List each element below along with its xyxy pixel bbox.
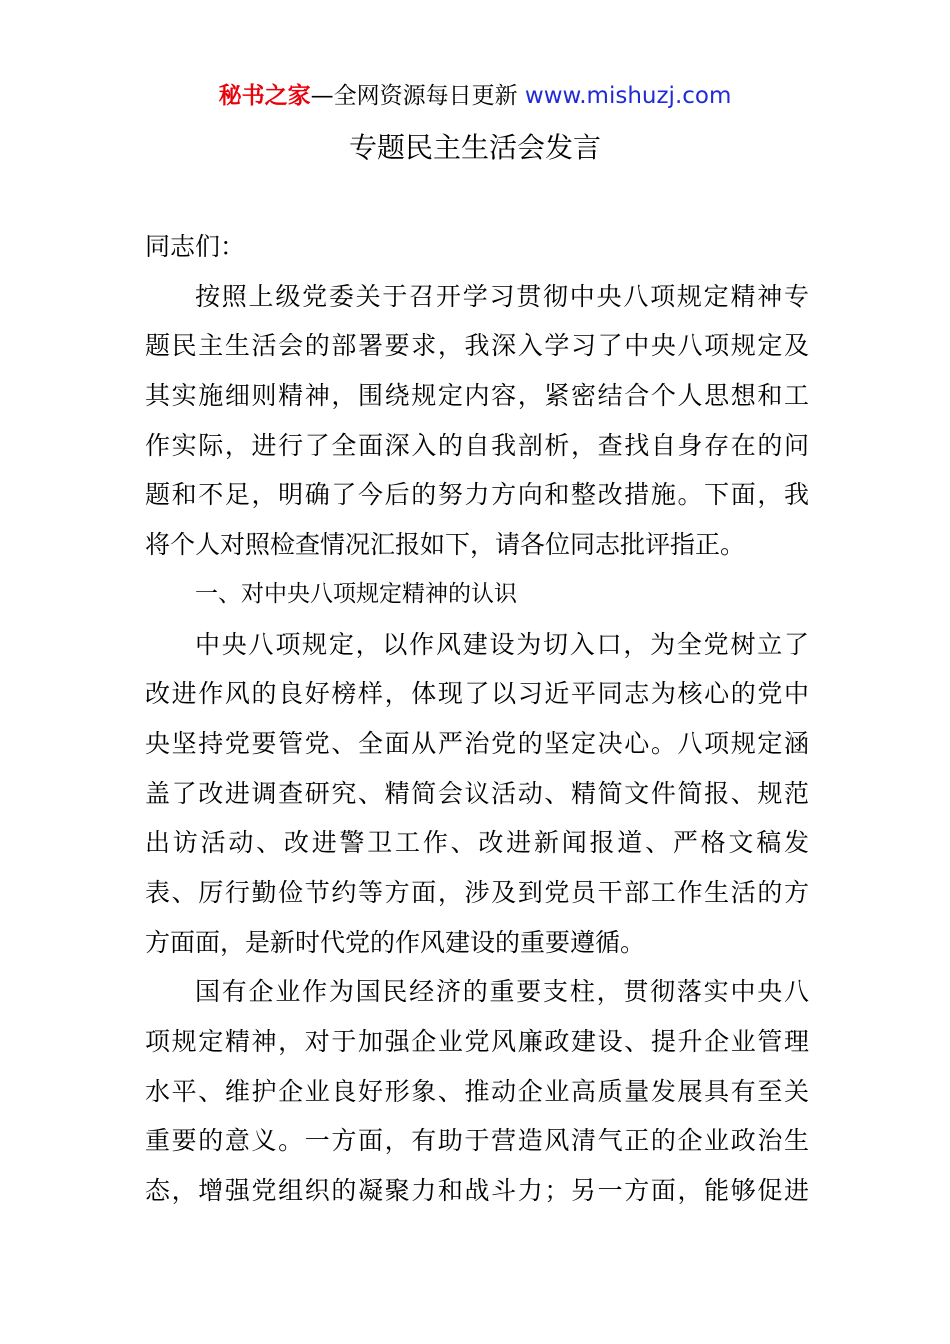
site-url-link[interactable]: www.mishuzj.com bbox=[524, 83, 732, 109]
paragraph-line: 作实际，进行了全面深入的自我剖析，查找自身存在的问 bbox=[145, 430, 809, 460]
paragraph-line: 盖了改进调查研究、精简会议活动、精简文件简报、规范 bbox=[145, 778, 809, 808]
paragraph-line: 题民主生活会的部署要求，我深入学习了中央八项规定及 bbox=[145, 331, 809, 361]
paragraph-line: 将个人对照检查情况汇报如下，请各位同志批评指正。 bbox=[145, 530, 746, 560]
paragraph-line: 国有企业作为国民经济的重要支柱，贯彻落实中央八 bbox=[195, 977, 809, 1007]
paragraph-line: 央坚持党要管党、全面从严治党的坚定决心。八项规定涵 bbox=[145, 728, 809, 758]
document-title: 专题民主生活会发言 bbox=[348, 131, 601, 164]
paragraph-line: 项规定精神，对于加强企业党风廉政建设、提升企业管理 bbox=[145, 1027, 809, 1056]
paragraph-line: 态，增强党组织的凝聚力和战斗力；另一方面，能够促进 bbox=[145, 1176, 809, 1206]
paragraph-line: 重要的意义。一方面，有助于营造风清气正的企业政治生 bbox=[145, 1126, 809, 1156]
paragraph-line: 题和不足，明确了今后的努力方向和整改措施。下面，我 bbox=[145, 480, 809, 510]
paragraph-line: 按照上级党委关于召开学习贯彻中央八项规定精神专 bbox=[195, 281, 809, 311]
site-tagline: —全网资源每日更新 bbox=[310, 83, 518, 109]
site-name: 秘书之家 bbox=[218, 83, 311, 109]
paragraph-line: 其实施细则精神，围绕规定内容，紧密结合个人思想和工 bbox=[145, 381, 809, 411]
paragraph-line: 出访活动、改进警卫工作、改进新闻报道、严格文稿发 bbox=[145, 828, 809, 858]
paragraph-line: 改进作风的良好榜样，体现了以习近平同志为核心的党中 bbox=[145, 679, 809, 709]
document-body bbox=[145, 222, 809, 1216]
site-header bbox=[0, 80, 950, 112]
paragraph-line: 方面面，是新时代党的作风建设的重要遵循。 bbox=[145, 927, 646, 957]
paragraph-line: 中央八项规定，以作风建设为切入口，为全党树立了 bbox=[195, 629, 809, 659]
paragraph-line: 表、厉行勤俭节约等方面，涉及到党员干部工作生活的方 bbox=[145, 877, 809, 907]
paragraph-line: 水平、维护企业良好形象、推动企业高质量发展具有至关 bbox=[145, 1076, 809, 1106]
section-heading: 一、对中央八项规定精神的认识 bbox=[195, 580, 517, 607]
salutation: 同志们： bbox=[145, 232, 246, 261]
